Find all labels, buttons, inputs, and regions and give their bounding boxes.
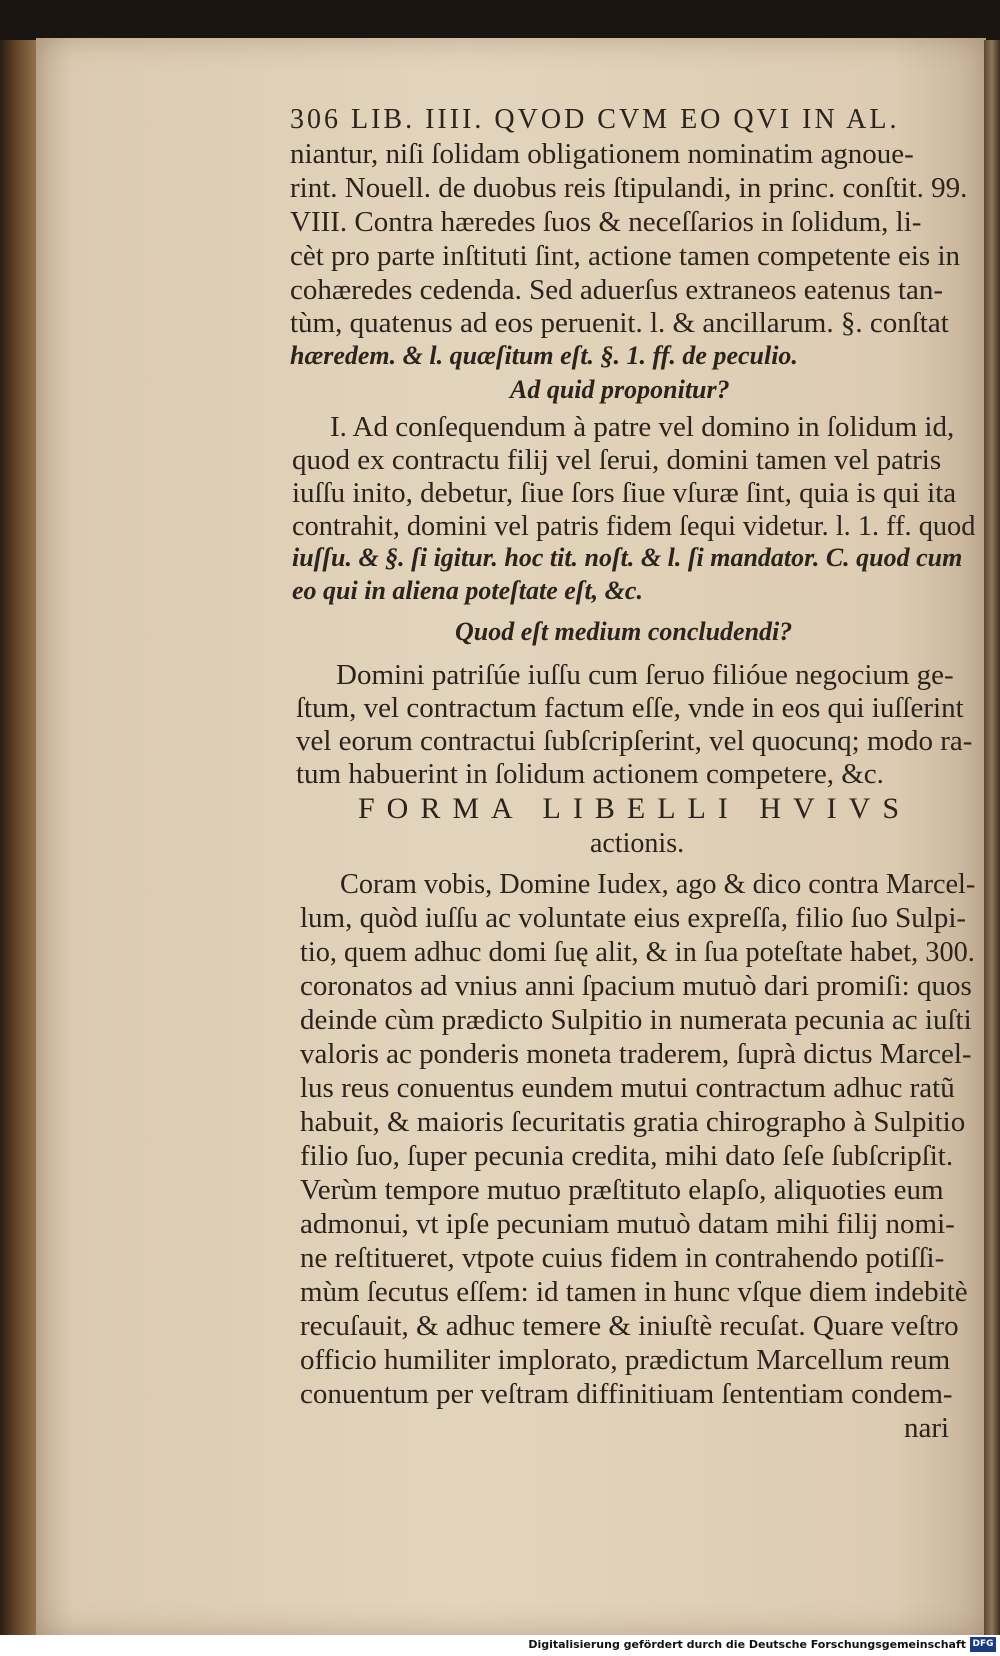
page-edge (984, 40, 1000, 1635)
text-line: cohæredes cedenda. Sed aduerſus extraneos eatenus tan- (290, 274, 944, 306)
text-line: niantur, niſi ſolidam obligationem nominatim agnoue- (290, 138, 914, 170)
text-line: contrahit, domini vel patris fidem ſequi videtur. l. 1. ff. quod (292, 510, 976, 542)
body-line: officio humiliter implorato, prædictum Marcellum reum (300, 1344, 951, 1376)
footer-bar (0, 1635, 1000, 1656)
body-line: habuit, & maioris ſecuritatis gratia chirographo à Sulpitio (300, 1106, 966, 1138)
citation-line: iuſſu. & §. ſi igitur. hoc tit. noſt. & l. ſi mandator. C. quod cum (292, 543, 963, 572)
body-line: tio, quem adhuc domi ſuę alit, & in ſua poteſtate habet, 300. (300, 936, 975, 968)
text-line: Domini patriſúe iuſſu cum ſeruo filióue negocium ge- (336, 659, 954, 691)
body-line: lum, quòd iuſſu ac voluntate eius expreſſa, filio ſuo Sulpi- (300, 902, 967, 934)
text-line: tum habuerint in ſolidum actionem competere, &c. (296, 758, 884, 790)
text-line: ſtum, vel contractum factum eſſe, vnde in eos qui iuſſerint (296, 692, 964, 724)
citation-line: hæredem. & l. quæſitum eſt. §. 1. ff. de peculio. (290, 341, 798, 370)
body-line: recuſauit, & adhuc temere & iniuſtè recuſat. Quare veſtro (300, 1310, 959, 1342)
question-heading: Quod eſt medium concludendi? (455, 617, 793, 646)
body-line: coronatos ad vnius anni ſpacium mutuò dari promiſi: quos (300, 970, 972, 1002)
dfg-logo-icon: DFG (970, 1637, 996, 1652)
text-line: cèt pro parte inſtituti ſint, actione tamen competente eis in (290, 240, 961, 272)
text-line: quod ex contractu filij vel ſerui, domini tamen vel patris (292, 444, 942, 476)
body-line: valoris ac ponderis moneta traderem, ſuprà dictus Marcel- (300, 1038, 972, 1070)
running-header: 306 LIB. IIII. QVOD CVM EO QVI IN AL. (290, 104, 900, 135)
text-line: rint. Nouell. de duobus reis ſtipulandi, in princ. conſtit. 99. (290, 172, 968, 204)
section-title: FORMA LIBELLI HVIVS (358, 792, 912, 825)
body-line: Coram vobis, Domine Iudex, ago & dico contra Marcel- (340, 868, 976, 900)
body-line: ne reſtitueret, vtpote cuius fidem in contrahendo potiſſi- (300, 1242, 945, 1274)
book-binding (0, 40, 40, 1635)
body-line: admonui, vt ipſe pecuniam mutuò datam mihi filij nomi- (300, 1208, 955, 1240)
body-line: lus reus conuentus eundem mutui contractum adhuc ratũ (300, 1072, 955, 1104)
funding-notice: Digitalisierung gefördert durch die Deutsche Forschungsgemeinschaft (528, 1638, 966, 1651)
text-line: tùm, quatenus ad eos peruenit. l. & ancillarum. §. conſtat (290, 307, 949, 339)
question-heading: Ad quid proponitur? (510, 375, 730, 404)
text-line: VIII. Contra hæredes ſuos & neceſſarios in ſolidum, li- (290, 206, 922, 238)
section-subtitle: actionis. (590, 828, 685, 859)
body-line: filio ſuo, ſuper pecunia credita, mihi dato ſeſe ſubſcripſit. (300, 1140, 954, 1172)
text-line: vel eorum contractui ſubſcripſerint, vel quocunq; modo ra- (296, 725, 973, 757)
catchword: nari (904, 1412, 950, 1444)
citation-line: eo qui in aliena poteſtate eſt, &c. (292, 576, 643, 605)
body-line: deinde cùm prædicto Sulpitio in numerata pecunia ac iuſti (300, 1004, 972, 1036)
body-line: Verùm tempore mutuo præſtituto elapſo, aliquoties eum (300, 1174, 944, 1206)
text-line: iuſſu inito, debetur, ſiue ſors ſiue vſuræ ſint, quia is qui ita (292, 477, 957, 509)
text-line: I. Ad conſequendum à patre vel domino in ſolidum id, (330, 411, 955, 443)
body-line: mùm ſecutus eſſem: id tamen in hunc vſque diem indebitè (300, 1276, 968, 1308)
body-line: conuentum per veſtram diffinitiuam ſententiam condem- (300, 1378, 953, 1410)
